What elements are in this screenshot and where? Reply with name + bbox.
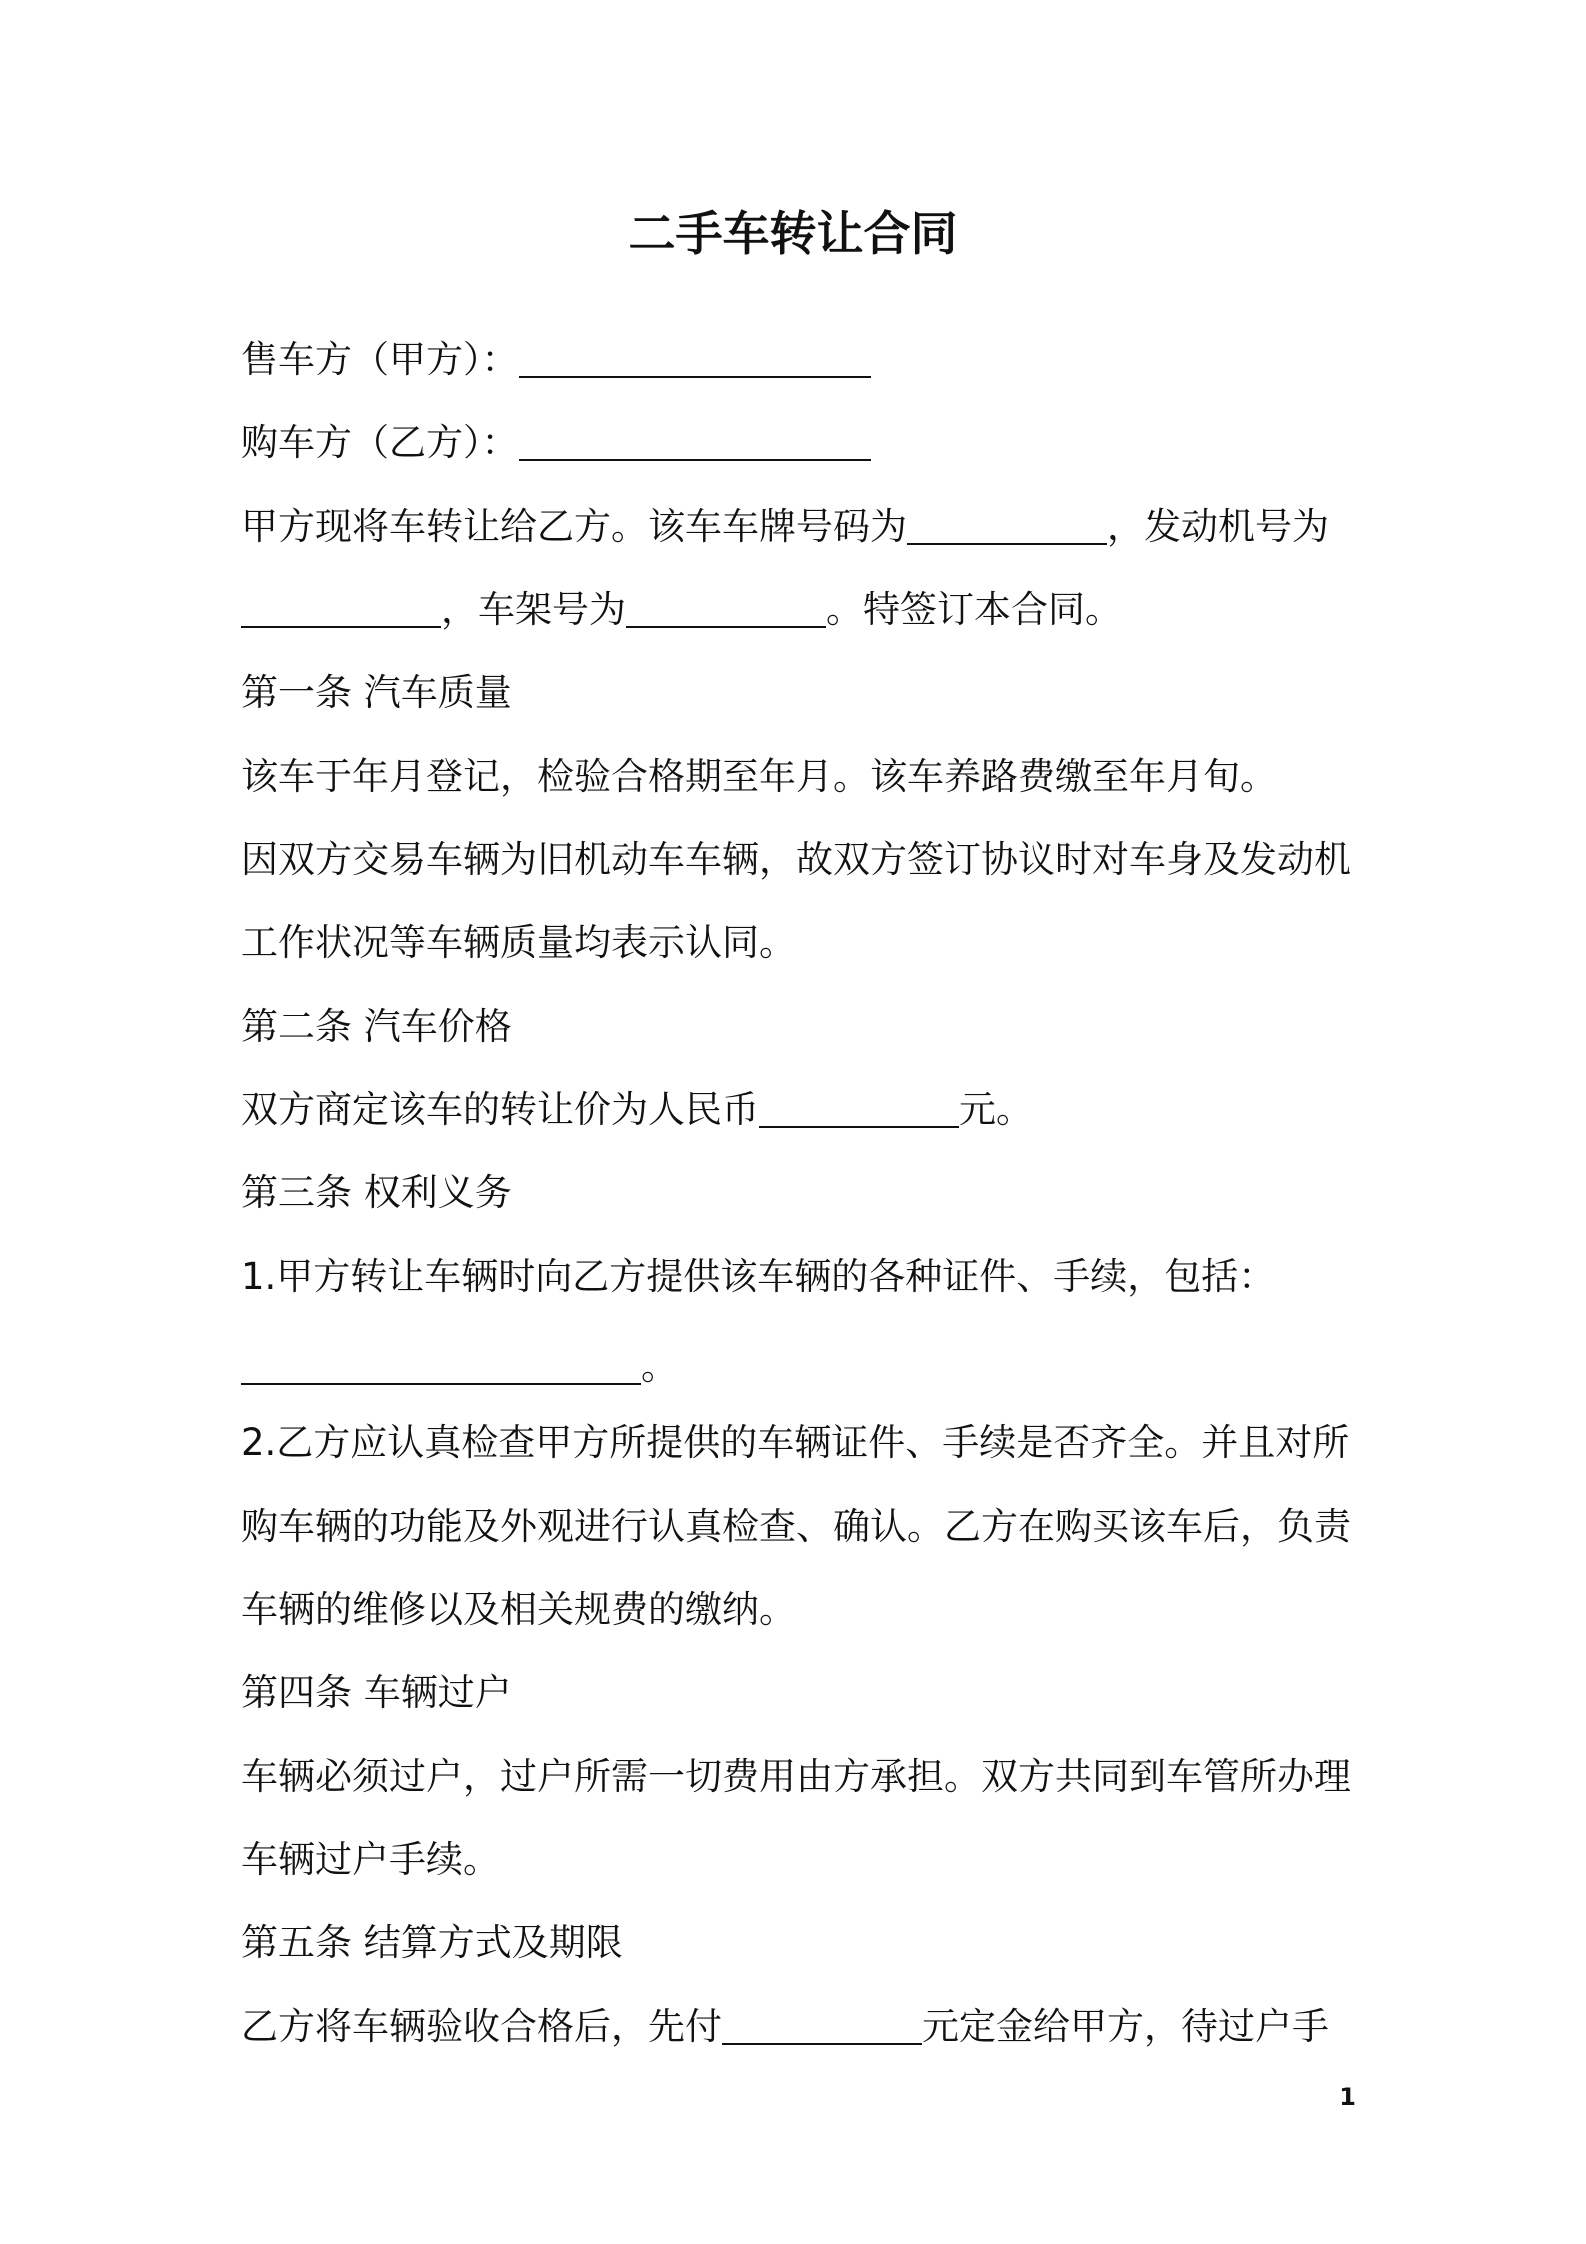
article-5-line-1 [241,1997,1361,2057]
price-blank [759,1086,959,1128]
document-title: 二手车转让合同 [628,207,958,262]
article-1-paragraph-2-line-2: 工作状况等车辆质量均表示认同。 [241,921,796,964]
article-3-heading: 第三条 权利义务 [241,1171,512,1214]
article-3-item-1-blank-line [241,1337,1361,1397]
article-1-heading: 第一条 汽车质量 [241,671,512,714]
deposit-text-2: 元定金给甲方，待过户手 [922,2005,1329,2048]
deposit-blank [722,2003,922,2045]
documents-blank [241,1343,641,1385]
engine-blank [241,586,441,628]
page-number: 1 [1339,2083,1356,2111]
article-2-paragraph [241,1080,1361,1140]
intro-line-1 [241,497,1361,557]
deposit-text: 乙方将车辆验收合格后，先付 [241,2005,722,2048]
article-1-paragraph-1: 该车于年月登记，检验合格期至年月。该车养路费缴至年月旬。 [241,755,1277,798]
article-3-item-2-line-1: 2.乙方应认真检查甲方所提供的车辆证件、手续是否齐全。并且对所 [241,1421,1350,1464]
frame-blank [626,586,826,628]
intro-text-4: 。特签订本合同。 [826,588,1122,631]
article-4-heading: 第四条 车辆过户 [241,1671,512,1714]
price-unit: 元。 [959,1088,1033,1131]
intro-line-2 [241,580,1361,640]
buyer-blank [519,419,871,461]
article-3-item-2-line-3: 车辆的维修以及相关规费的缴纳。 [241,1588,796,1631]
article-2-heading: 第二条 汽车价格 [241,1005,512,1048]
seller-blank [519,336,871,378]
intro-text-3: ，车架号为 [441,588,626,631]
buyer-label: 购车方（乙方）： [241,421,519,464]
article-3-item-2-line-2: 购车辆的功能及外观进行认真检查、确认。乙方在购买该车后，负责 [241,1505,1351,1548]
article-1-paragraph-2-line-1: 因双方交易车辆为旧机动车车辆，故双方签订协议时对车身及发动机 [241,838,1351,881]
intro-text-2: ，发动机号为 [1107,505,1329,548]
seller-label: 售车方（甲方）： [241,338,519,381]
item-1-end: 。 [641,1345,678,1388]
article-3-item-1: 1.甲方转让车辆时向乙方提供该车辆的各种证件、手续，包括： [241,1255,1276,1298]
seller-line [241,330,1361,390]
article-4-line-1: 车辆必须过户，过户所需一切费用由方承担。双方共同到车管所办理 [241,1755,1351,1798]
price-text: 双方商定该车的转让价为人民币 [241,1088,759,1131]
buyer-line [241,413,1361,473]
article-5-heading: 第五条 结算方式及期限 [241,1921,623,1964]
plate-blank [907,503,1107,545]
article-4-line-2: 车辆过户手续。 [241,1838,500,1881]
intro-text-1: 甲方现将车转让给乙方。该车车牌号码为 [241,505,907,548]
